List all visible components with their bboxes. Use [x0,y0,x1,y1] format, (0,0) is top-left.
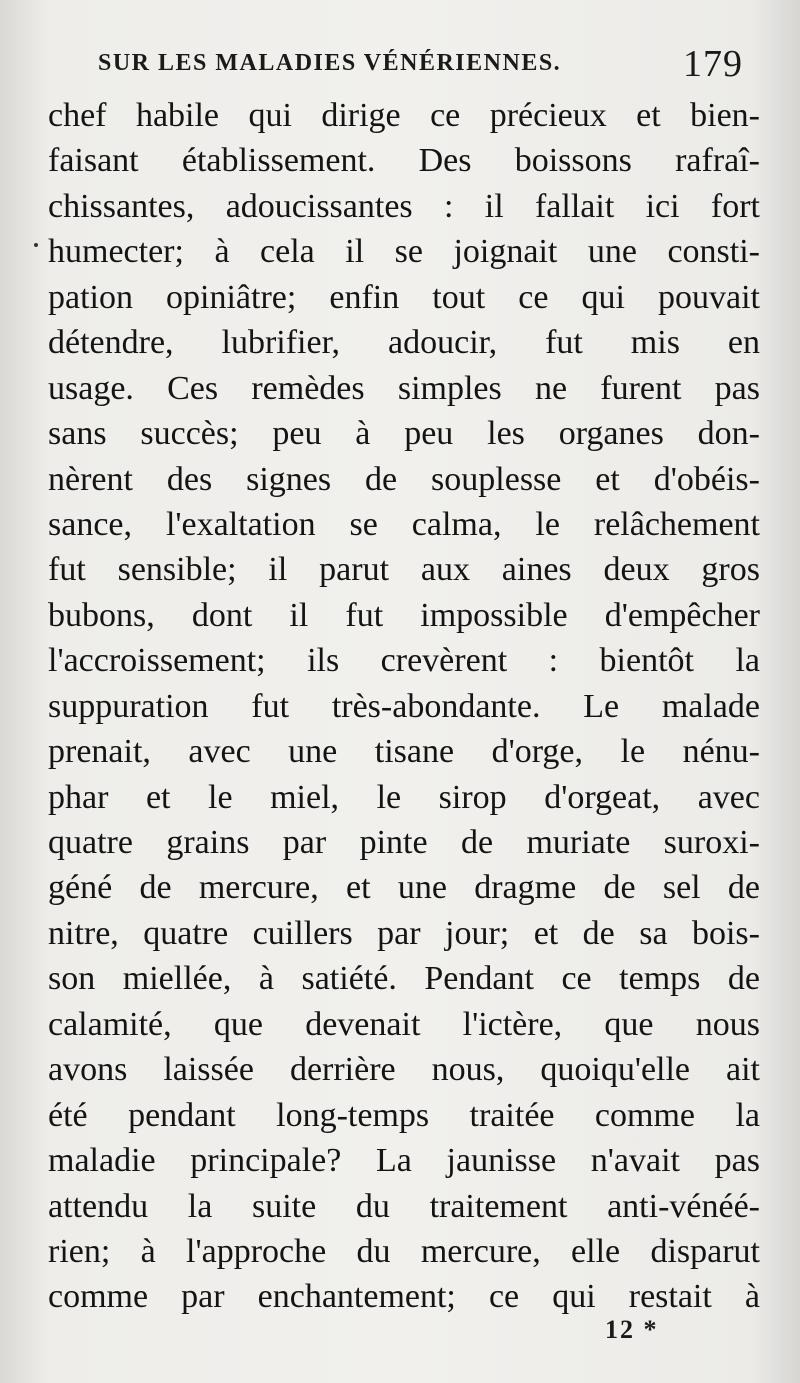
text-line: été pendant long-temps traitée comme la [48,1096,760,1134]
text-line: phar et le miel, le sirop d'orgeat, avec [48,778,760,816]
text-line: sance, l'exaltation se calma, le relâchement [48,505,760,543]
text-line: avons laissée derrière nous, quoiqu'elle ait [48,1051,760,1089]
text-line: sans succès; peu à peu les organes don- [48,415,760,453]
text-line: géné de mercure, et une dragme de sel de [48,869,760,907]
text-line: nitre, quatre cuillers par jour; et de sa bois- [48,914,760,952]
signature-mark: 12 * [605,1315,659,1344]
text-line: faisant établissement. Des boissons rafraî- [48,142,760,180]
text-line: son miellée, à satiété. Pendant ce temps de [48,960,760,998]
text-line: usage. Ces remèdes simples ne furent pas [48,369,760,407]
text-line: maladie principale? La jaunisse n'avait pas [48,1142,760,1180]
text-line: comme par enchantement; ce qui restait à [48,1278,760,1316]
text-line: attendu la suite du traitement anti-vénéé- [48,1187,760,1225]
text-line: chissantes, adoucissantes : il fallait ici fort [48,187,760,225]
text-line: nèrent des signes de souplesse et d'obéis- [48,460,760,498]
text-line: prenait, avec une tisane d'orge, le nénu- [48,733,760,771]
text-line: humecter; à cela il se joignait une consti- [48,233,760,271]
text-line: quatre grains par pinte de muriate suroxi- [48,824,760,861]
body-text [48,93,760,1320]
ink-speck [34,243,38,247]
text-line: suppuration fut très-abondante. Le malade [48,687,760,725]
running-title: SUR LES MALADIES VÉNÉRIENNES. [98,50,562,76]
text-line: pation opiniâtre; enfin tout ce qui pouvait [48,278,760,316]
text-line: fut sensible; il parut aux aines deux gros [48,551,760,589]
text-line: calamité, que devenait l'ictère, que nous [48,1005,760,1043]
text-line: l'accroissement; ils crevèrent : bientôt la [48,642,760,680]
text-line: chef habile qui dirige ce précieux et bien- [48,97,760,134]
text-line: bubons, dont il fut impossible d'empêcher [48,596,760,634]
text-line: rien; à l'approche du mercure, elle disparut [48,1232,760,1270]
running-head [98,42,743,86]
page-number: 179 [683,43,743,85]
text-line: détendre, lubrifier, adoucir, fut mis en [48,324,760,362]
